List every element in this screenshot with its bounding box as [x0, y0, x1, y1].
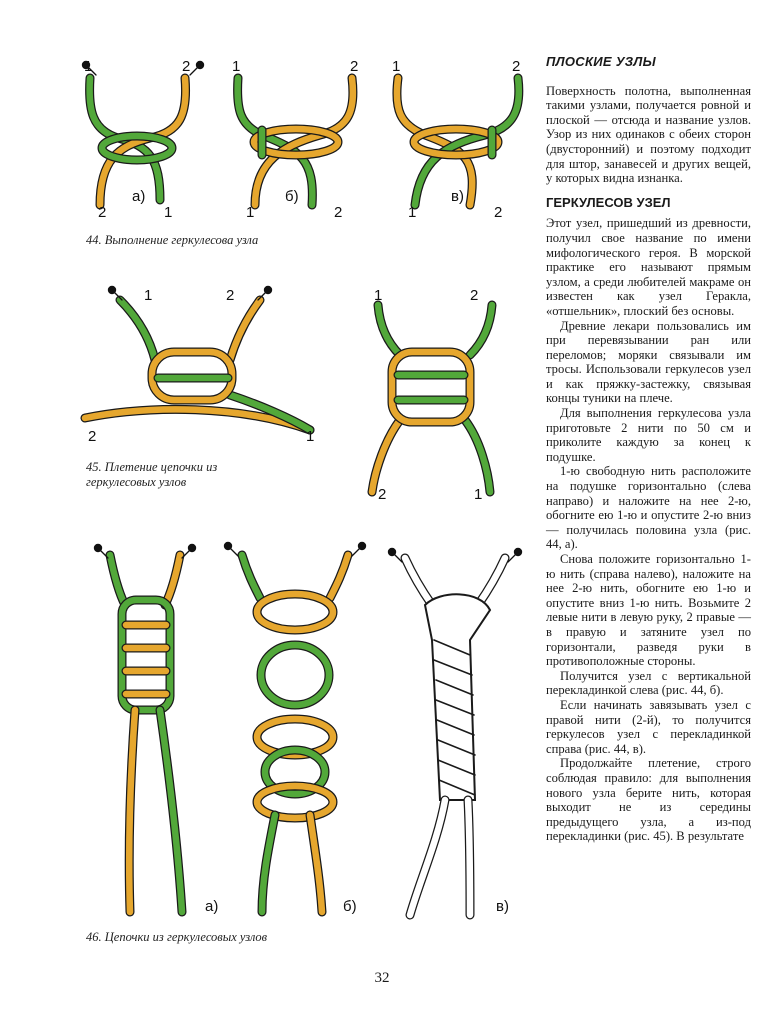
fig44b-thread-label: 2	[350, 58, 359, 75]
figure-46b-chain	[224, 542, 366, 912]
figure-46a-chain	[94, 544, 196, 912]
fig45-right-thread-label: 2	[470, 287, 479, 304]
body-paragraph: Древние лекари пользовались им при перевязывании ран или переломов; моряки связывали им тросы. Использовали геркулесов узел и как пряжку-застежку, связывая концы туники на плече.	[546, 318, 751, 406]
fig45-left-thread-label: 1	[144, 287, 153, 304]
section-heading: ПЛОСКИЕ УЗЛЫ	[546, 54, 656, 69]
fig44a-thread-label: 2	[182, 58, 191, 75]
figure-44-drawing	[82, 61, 519, 205]
fig46c-label: в)	[496, 898, 509, 915]
fig44a-panel-label: а)	[132, 188, 146, 205]
fig44c-panel-label: в)	[451, 188, 464, 205]
figure-44b-knot	[238, 78, 353, 205]
fig45-left-thread-label: 2	[88, 428, 97, 445]
body-paragraph: Снова положите горизонтально 1-ю нить (справа налево), наложите на нее 2-ю нить, обогните ею 1-ю и опустите вниз 1-ю нить. Возьмите 2 левые нити в левую руку, 2 правые — в правую и затяните узел по горизонтали, разведя руки в противоположные стороны.	[546, 552, 751, 669]
fig46b-label: б)	[343, 898, 357, 915]
body-paragraph: 1-ю свободную нить расположите на подушке горизонтально (слева направо) и наложите на нее 2-ю, обогните ею 1-ю и опустите 2-ю вниз — получилась половина узла (рис. 44, а).	[546, 464, 751, 552]
fig45-right-thread-label: 1	[474, 486, 483, 503]
figure-45-left-knot	[85, 286, 310, 430]
body-paragraph: Если начинать завязывать узел с правой нити (2-й), то получится геркулесов узел с перекладинкой справа (рис. 44, в).	[546, 697, 751, 756]
page-number: 32	[374, 970, 390, 986]
body-paragraph: Продолжайте плетение, строго соблюдая правило: для выполнения нового узла берите нить, которая выходит не из середины предыдущего узла, а из-под перекладинки (рис. 45). В результате	[546, 756, 751, 844]
fig44a-thread-label: 2	[98, 204, 107, 221]
body-paragraph: Получится узел с вертикальной перекладинкой слева (рис. 44, б).	[546, 668, 751, 698]
subsection-heading: ГЕРКУЛЕСОВ УЗЕЛ	[546, 194, 671, 210]
fig46a-label: а)	[205, 898, 219, 915]
body-paragraph: Этот узел, пришедший из древности, получил свое название по имени мифологического героя. В морской практике его называют прямым узлом, а среди любителей макраме он известен как узел Геракла, «отшельник», плоский без основы.	[546, 216, 751, 318]
fig44c-thread-label: 1	[392, 58, 401, 75]
figure-46c-rope	[388, 548, 522, 915]
figure-45-caption: 45. Плетение цепочки из геркулесовых узлов	[86, 460, 218, 489]
figure-44c-knot	[397, 78, 519, 205]
fig45-left-thread-label: 2	[226, 287, 235, 304]
fig44b-thread-label: 2	[334, 204, 343, 221]
fig44c-thread-label: 1	[408, 204, 417, 221]
figure-44-caption: 44. Выполнение геркулесова узла	[86, 233, 259, 247]
fig44b-thread-label: 1	[232, 58, 241, 75]
figure-46-caption: 46. Цепочки из геркулесовых узлов	[86, 930, 268, 944]
fig45-right-thread-label: 1	[374, 287, 383, 304]
intro-paragraph: Поверхность полотна, выполненная такими узлами, получается ровной и плоской — отсюда и название узлов. Узор из них одинаков с обеих сторон (двусторонний) и поэтому подходит для штор, занавесей и других вещей, у которых видна изнанка.	[546, 83, 751, 186]
figure-44a-knot	[82, 61, 204, 205]
fig45-right-thread-label: 2	[378, 486, 387, 503]
figure-45-right-knot	[372, 305, 492, 492]
figure-46-drawing	[94, 542, 522, 915]
fig44c-thread-label: 2	[494, 204, 503, 221]
fig44a-thread-label: 1	[84, 58, 93, 75]
fig44b-thread-label: 1	[246, 204, 255, 221]
fig44b-panel-label: б)	[285, 188, 299, 205]
body-paragraph: Для выполнения геркулесова узла приготовьте 2 нити по 50 см и приколите каждую за конец к подушке.	[546, 406, 751, 464]
text-column	[546, 55, 751, 844]
fig44a-thread-label: 1	[164, 204, 173, 221]
fig45-left-thread-label: 1	[306, 428, 315, 445]
fig44c-thread-label: 2	[512, 58, 521, 75]
